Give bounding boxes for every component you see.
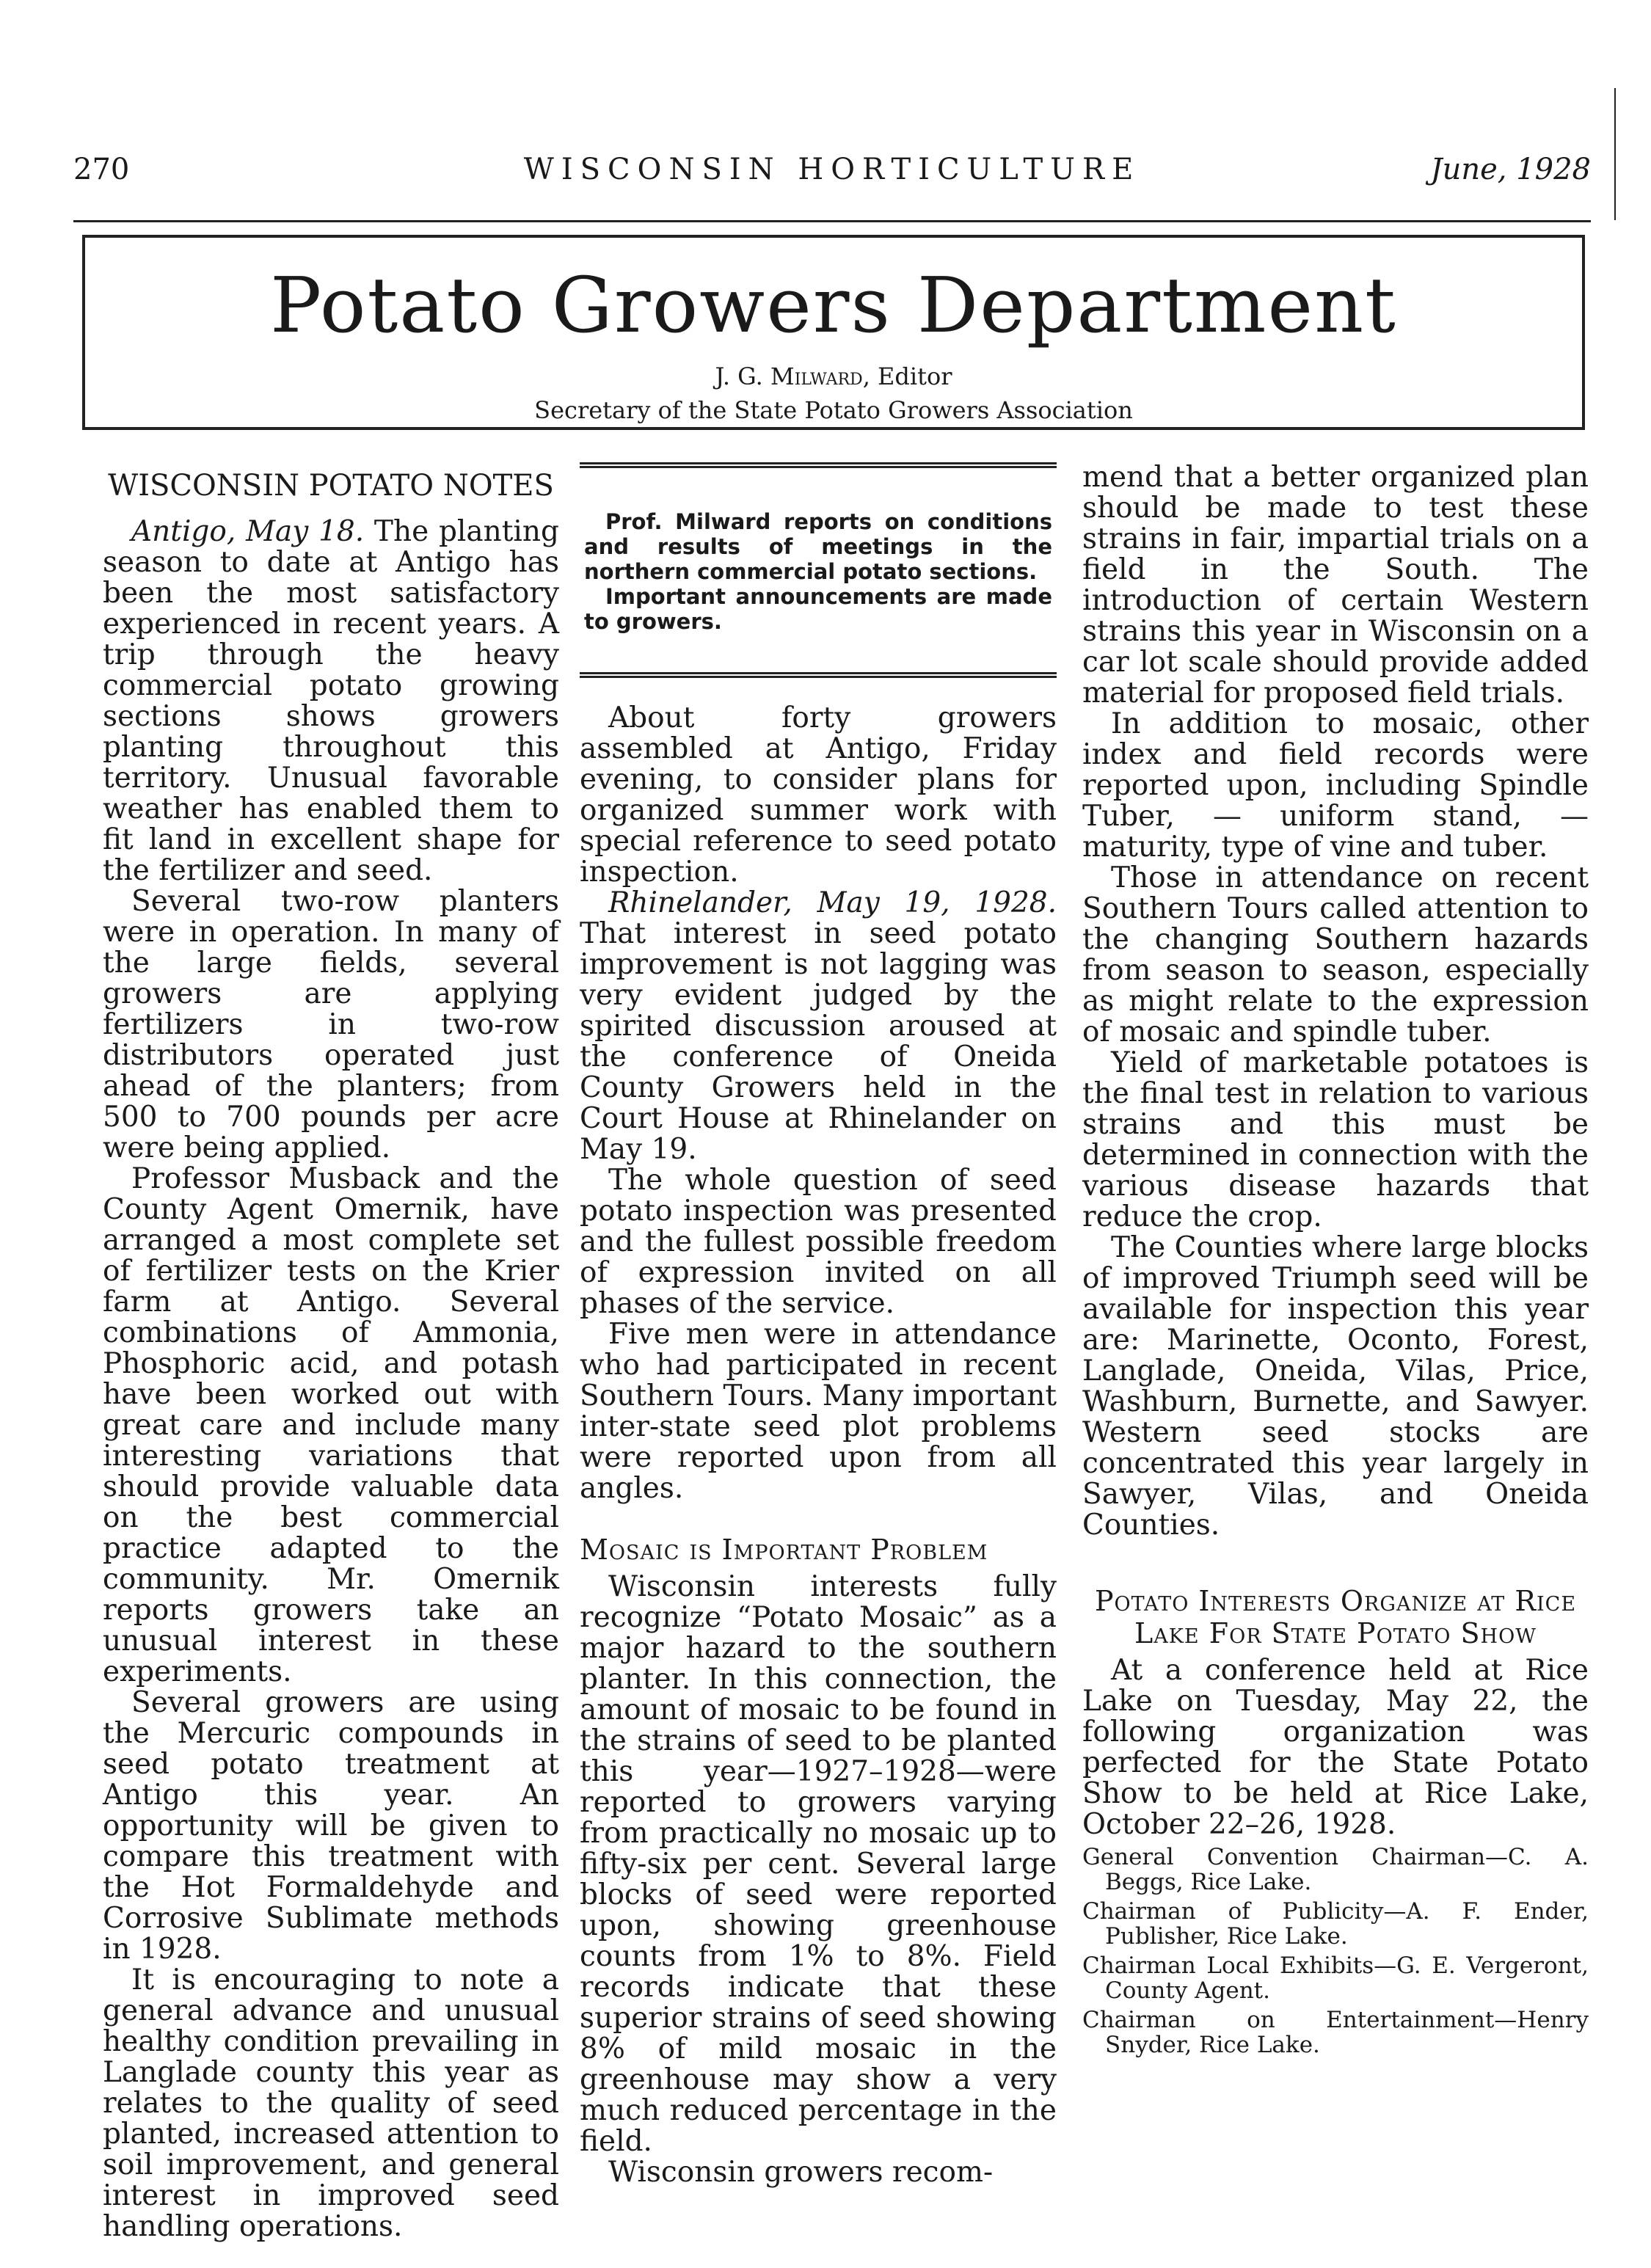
paragraph: Wisconsin interests fully recognize “Potato Mosaic” as a major hazard to the southern planter. In this connection, the amount of mosaic to be found in the strains of seed to be planted this year—1927–1928—were reported to growers varying from practically no mosaic up to fifty-six per cent. Several large blocks of seed were reported upon, showing greenhouse counts from 1% to 8%. Field records indicate that these superior strains of seed showing 8% of mild mosaic in the greenhouse may show a very much reduced percentage in the field. — [580, 1570, 1057, 2158]
paragraph: Those in attendance on recent Southern Tours called attention to the changing Southern hazards from season to season, especially as might relate to the expression of mosaic and spindle tuber. — [1082, 861, 1589, 1049]
department-masthead — [82, 235, 1585, 430]
abstract-line: Prof. Milward reports on conditions and results of meetings in the northern commercial potato sections. — [584, 509, 1052, 584]
issue-date: June, 1928 — [1430, 153, 1591, 186]
column-2 — [580, 462, 1057, 2188]
potato-show-heading: Potato Interests Organize at Rice Lake For State Potato Show — [1094, 1585, 1577, 1649]
paragraph: Professor Musback and the County Agent Omernik, have arranged a most complete set of fertilizer tests on the Krier farm at Antigo. Several combinations of Ammonia, Phosphoric acid, and potash have been worked out with great care and include many interesting variations that should provide valuable data on the best commercial practice adapted to the community. Mr. Omernik reports growers take an unusual interest in these experiments. — [103, 1162, 559, 1688]
column-1 — [103, 462, 559, 2242]
paragraph: In addition to mosaic, other index and field records were reported upon, including Spindle Tuber, — uniform stand, — maturity, type of vine and tuber. — [1082, 707, 1589, 864]
dateline: Rhinelander, May 19, 1928. — [608, 886, 1057, 919]
editor-line: J. G. Milward, Editor — [715, 362, 952, 390]
paragraph: mend that a better organized plan should be made to test these strains in fair, impartial trials on a field in the South. The introduction of certain Western strains this year in Wisconsin on a car lot scale should provide added material for proposed field trials. — [1082, 461, 1589, 710]
paragraph: Wisconsin growers recom- — [608, 2156, 994, 2189]
secretary-line: Secretary of the State Potato Growers Association — [534, 396, 1133, 424]
mosaic-heading: Mosaic is Important Problem — [580, 1534, 988, 1566]
running-header — [73, 153, 1591, 197]
notes-heading: WISCONSIN POTATO NOTES — [108, 469, 554, 503]
paragraph: Several growers are using the Mercuric compounds in seed potato treatment at Antigo this year. An opportunity will be given to compare this treatment with the Hot Formaldehyde and Corrosive Sublimate methods in 1928. — [103, 1686, 559, 1966]
article-abstract-box — [580, 462, 1057, 678]
officer-item: Chairman of Publicity—A. F. Ender, Publisher, Rice Lake. — [1082, 1898, 1589, 1950]
column-3 — [1082, 462, 1589, 2062]
page-number: 270 — [73, 153, 130, 186]
paragraph: It is encouraging to note a general advance and unusual healthy condition prevailing in Langlade county this year as relates to the quality of seed planted, increased attention to soil improvement, and general interest in improved seed handling operations. — [103, 1963, 559, 2243]
officer-item: General Convention Chairman—C. A. Beggs, Rice Lake. — [1082, 1844, 1589, 1895]
officer-item: Chairman Local Exhibits—G. E. Vergeront, County Agent. — [1082, 1952, 1589, 2004]
paragraph: Yield of marketable potatoes is the final test in relation to various strains and this must be determined in connection with the various disease hazards that reduce the crop. — [1082, 1046, 1589, 1233]
paragraph: The Counties where large blocks of improved Triumph seed will be available for inspection this year are: Marinette, Oconto, Forest, Langlade, Oneida, Vilas, Price, Washburn, Burnette, and Sawyer. Western seed stocks are concentrated this year largely in Sawyer, Vilas, and Oneida Counties. — [1082, 1231, 1589, 1542]
paragraph: Antigo, May 18. The planting season to date at Antigo has been the most satisfactory experienced in recent years. A trip through the heavy commercial potato growing sections shows growers planting throughout this territory. Unusual favorable weather has enabled them to fit land in excellent shape for the fertilizer and seed. — [103, 515, 559, 887]
paragraph: Several two-row planters were in operation. In many of the large fields, several growers are applying fertilizers in two-row distributors operated just ahead of the planters; from 500 to 700 pounds per acre were being applied. — [103, 885, 559, 1164]
officer-list — [1082, 1845, 1589, 2057]
paragraph: About forty growers assembled at Antigo, Friday evening, to consider plans for organized summer work with special reference to seed potato inspection. — [580, 701, 1057, 889]
journal-title: WISCONSIN HORTICULTURE — [523, 153, 1141, 186]
dateline: Antigo, May 18. — [131, 515, 365, 548]
paragraph: Five men were in attendance who had participated in recent Southern Tours. Many important inter-state seed plot problems were reported upon from all angles. — [580, 1318, 1057, 1505]
officer-item: Chairman on Entertainment—Henry Snyder, Rice Lake. — [1082, 2007, 1589, 2058]
abstract-line: Important announcements are made to growers. — [584, 584, 1052, 634]
paragraph: Rhinelander, May 19, 1928. That interest in seed potato improvement is not lagging was very evident judged by the spirited discussion aroused at the conference of Oneida County Growers held in the Court House at Rhinelander on May 19. — [580, 886, 1057, 1166]
header-rule — [73, 220, 1591, 222]
page-edge-mark — [1614, 88, 1616, 220]
editor-name: Milward — [770, 362, 863, 390]
department-title: Potato Growers Department — [270, 260, 1397, 350]
paragraph: At a conference held at Rice Lake on Tuesday, May 22, the following organization was perfected for the State Potato Show to be held at Rice Lake, October 22–26, 1928. — [1082, 1654, 1589, 1841]
paragraph: The whole question of seed potato inspection was presented and the fullest possible freedom of expression invited on all phases of the service. — [580, 1164, 1057, 1320]
